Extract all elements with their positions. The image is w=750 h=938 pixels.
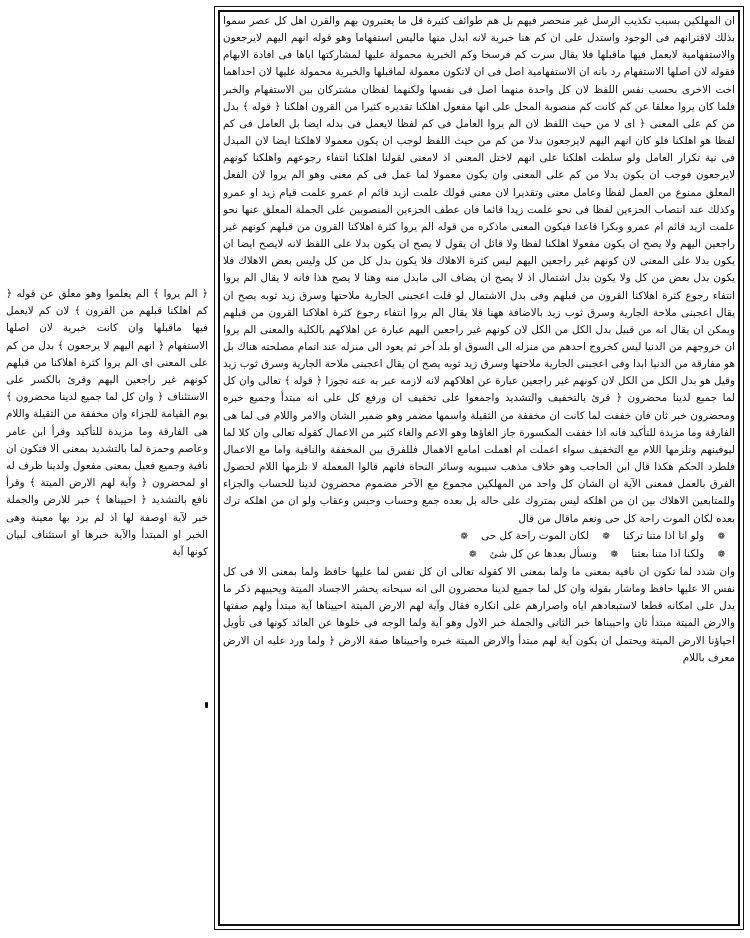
main-text-frame: [214, 6, 744, 930]
poetry-verses: [223, 528, 735, 564]
margin-commentary: [6, 286, 208, 646]
verse-1-hemistich-b: لكان الموت راحة كل حى: [481, 529, 589, 542]
star-ornament: ❁: [468, 549, 477, 560]
verse-2-hemistich-a: ولكنا اذا متنا بعثنا: [631, 547, 705, 560]
star-ornament: ❁: [460, 531, 468, 542]
main-paragraph-1: ان المهلكين بسبب تكذيب الرسل غير منحصر فيهم بل هم طوائف كثيرة قل ما يعتبرون بهم والقرن اهل كل عصر سموا بذلك لاقترانهم فى الوجود واستدل على ان كم هنا خبرية لانه ابدل منها ماليس استفهاما وهو قوله انهم اليهم لايرجعون والاستفهامية لايعمل فيها ماقبلها فلا يقال سرت كم فرسخا وكم الخبرية محمولة عليها لمشاركتها اياها فى افادة الابهام فقوله لان اصلها الاستفهام رد بانه ان الاستفهامية اصل فى ان لاتكون معمولة لماقبلها والخبرية محمولة عليها لان احداهما اخت الاخرى بحسب نفس اللفظ لان كل واحدة منهما اصل فى نفسها ولكنهما لفظان مشتركان بين الاستفهام والخبر فلما كان يروا معلقا عن كم كانت كم منصوبة المحل على انها مفعول اهلكنا تقديره كثيرا من القرون اهلكنا ﴿ قوله ﴾ بدل من كم على المعنى ﴿ اى لا من حيث اللفظ لان الم يروا العامل فى كم لفظا لايعمل فى بدله ايضا بل العامل فى كم لفظا هو اهلكنا فلو كان انهم اليهم لايرجعون بدلا من كم من حيث اللفظ لوجب ان يكون معمولا لاهلكنا ايضا لان المبدل فى نية تكرار العامل ولو سلطت اهلكنا على انهم لاختل المعنى اذ لامعنى لقولنا اهلكنا انتفاء رجوعهم واهلكنا كونهم لايرجعون فوجب ان يكون بدلا من كم على المعنى وان يكون معمولا لما عمل فى كم معنى وهو الم يروا لان الفعل المعلق ممنوع من العمل لفظا وعامل معنى وتقديرا لان معنى قولك علمت ازيد قائم ام عمرو علمت قيام زيد او عمرو وكذلك عند انتصاب الجزءين لفظا فى نحو علمت زيدا قائما فان عطف الجزءين المنصوبين على الجملة المعلق عنها نحو علمت ازيد قائم ام عمرو وبكرا قاعدا فيكون المعنى ماذكره من قوله الم يروا كثرة اهلاكنا القرون من قبلهم كونهم غير راجعين اليهم ولا يصح ان يكون مفعولا اهلكنا لفظا ولا قائل ان يقول لا يصح ان يكون بدلا على اللفظ لانه لايصح ايضا ان يكون بدلا على المعنى لان كونهم غير راجعين اليهم ليس كثرة الاهلاك فلا يكون بدل كل من كل وليس بعض الاهلاك فلا يكون بدل بعض من كل ولا يكون بدل اشتمال اذ لا يصح ان يضاف الى مابدل منه وهنا لا يصح هذا فانه لا يقال الم يروا انتفاء رجوع كثرة اهلاكنا القرون من قبلهم وفى بدل الاشتمال لو قلت اعجبنى الجارية ملاحتها وسرق زيد ثوبه يصح ان يقال اعجبنى ملاحة الجارية وسرق ثوب زيد بالاضافة ههنا فلا يقال الم يروا انتفاء رجوع كثرة اهلاكنا القرون من قبلهم ويمكن ان يقال انه من قبيل بدل الكل من الكل لان كونهم غير راجعين اليهم عبارة عن اهلاكهم بالكلية والمعنى الم يروا ان خروجهم من الدنيا ليس كخروج احدهم من منزله الى السوق او بلد آخر ثم يعود الى منزله عند اتمام مصلحته هناك بل هو مفارقة من الدنيا ابدا وفى اعجبنى الجارية ملاحتها وسرق زيد ثوبه يصح ان يقال اعجبنى ملاحة الجارية وسرق ثوب زيد وقيل هو بدل الكل من الكل لان كونهم غير راجعين عبارة عن اهلاكهم لانه لازمه عبر به عنه تجوزا ﴿ قوله ﴾ تعالى وان كل لما جميع لدينا محضرون ﴿ قرئ بالتخفيف والتشديد واجمعوا على تخفيف ان ورفع كل على انه مبتدأ وجميع خبره ومحضرون خبر ثان فان خففت لما كانت ان مخففة من الثقيلة واسمها مضمر وهو ضمير الشان والامر واللام فى لما هى الفارقة وما مزيدة للتأكيد فانه اذا خففت المكسورة جاز الغاؤها وهو الاعم والغاء كثير من الاعمال كقوله تعالى وان كلا لما ليوفينهم وتلزمها اللام مع التخفيف سواء اعملت ام اهملت امامع الاهمال فللفرق بين المخففة والنافية واما مع الاعمال فلطرد الحكم هكذا قال ابن الحاجب وهو خلاف مذهب سيبويه وسائر النحاة فانهم قالوا المعملة لا تلزمها اللام لحصول الفرق بالعمل فمعنى الآية ان الشان كل واحد من المهلكين مجموع مع الآخر مضموم محضرون لدينا للحساب والجزاء وللمتابعين الاهلاك بين ان من اهلكه ليس بمتروك على حاله بل بعده جمع وحساب وحبس وعقاب ولو ان من اهلكه ترك بعده لكان الموت راحة كل حى ونعم ماقال من قال: [223, 15, 735, 525]
verse-line-2: [223, 546, 735, 564]
main-text-block: [223, 13, 735, 923]
verse-1-hemistich-a: ولو انا اذا متنا تركنا: [623, 529, 705, 542]
margin-text: ﴿ الم يروا ﴾ الم يعلموا وهو معلق عن قوله ﴿ كم اهلكنا قبلهم من القرون ﴾ لان كم لايعمل فيها ماقبلها وان كانت خبرية لان اصلها الاستفهام ﴿ انهم اليهم لا يرجعون ﴾ بدل من كم على المعنى اى الم يروا كثرة اهلاكنا من قبلهم كونهم غير راجعين اليهم وقرئ بالكسر على الاستئناف ﴿ وان كل لما جميع لدينا محضرون ﴾ يوم القيامة للجزاء وان مخففة من الثقيلة واللام هى الفارقة وما مزيدة للتأكيد وقرأ ابن عامر وعاصم وحمزة لما بالتشديد بمعنى الا فتكون ان نافية وجميع فعيل بمعنى مفعول ولدينا ظرف له او لمحضرون ﴿ وآية لهم الارض الميتة ﴾ وقرأ نافع بالتشديد ﴿ احييناها ﴾ خبر للارض والجملة خبر لآية اوصفة لها اذ لم يرد بها معينة وهى الخبر او المبتدأ والآية خبرها او استئناف لبيان كونها آية: [6, 288, 208, 559]
star-ornament: ❁: [717, 531, 725, 542]
star-ornament: ❁: [602, 531, 610, 542]
verse-line-1: [223, 528, 735, 546]
verse-2-hemistich-b: ونسأل بعدها عن كل شئ: [489, 547, 598, 560]
star-ornament: ❁: [717, 549, 725, 560]
star-ornament: ❁: [610, 549, 618, 560]
main-paragraph-2: وان شدد لما تكون ان نافية بمعنى ما ولما بمعنى الا كقوله تعالى ان كل نفس لما عليها حافظ ولما بمعنى الا فى كل نفس الا عليها حافظ وماشار بقوله وان كل لما جميع لدينا محضرون الى انه سبحانه يحشر الاجساد الميتة ويحييهم ذكر ما يدل على امكانه قطعا لاستبعادهم اياه واصرارهم على انكاره فقال وآية لهم الارض الميتة احييناها آية مبتدأ ولهم صفتها والارض الميتة مبتدأ ثان واحييناها خبر الثانى والجملة خبر الاول وهو آية ولما الوجه فى خلوها عن العائد كونها فى تأويل احياؤنا الارض الميتة ويحتمل ان يكون آية لهم مبتدأ والارض الميتة خبره واحييناها صفة الارض ﴿ ولما ورد عليه ان الارض معرف باللام: [223, 566, 735, 664]
ink-dot: [205, 702, 208, 708]
